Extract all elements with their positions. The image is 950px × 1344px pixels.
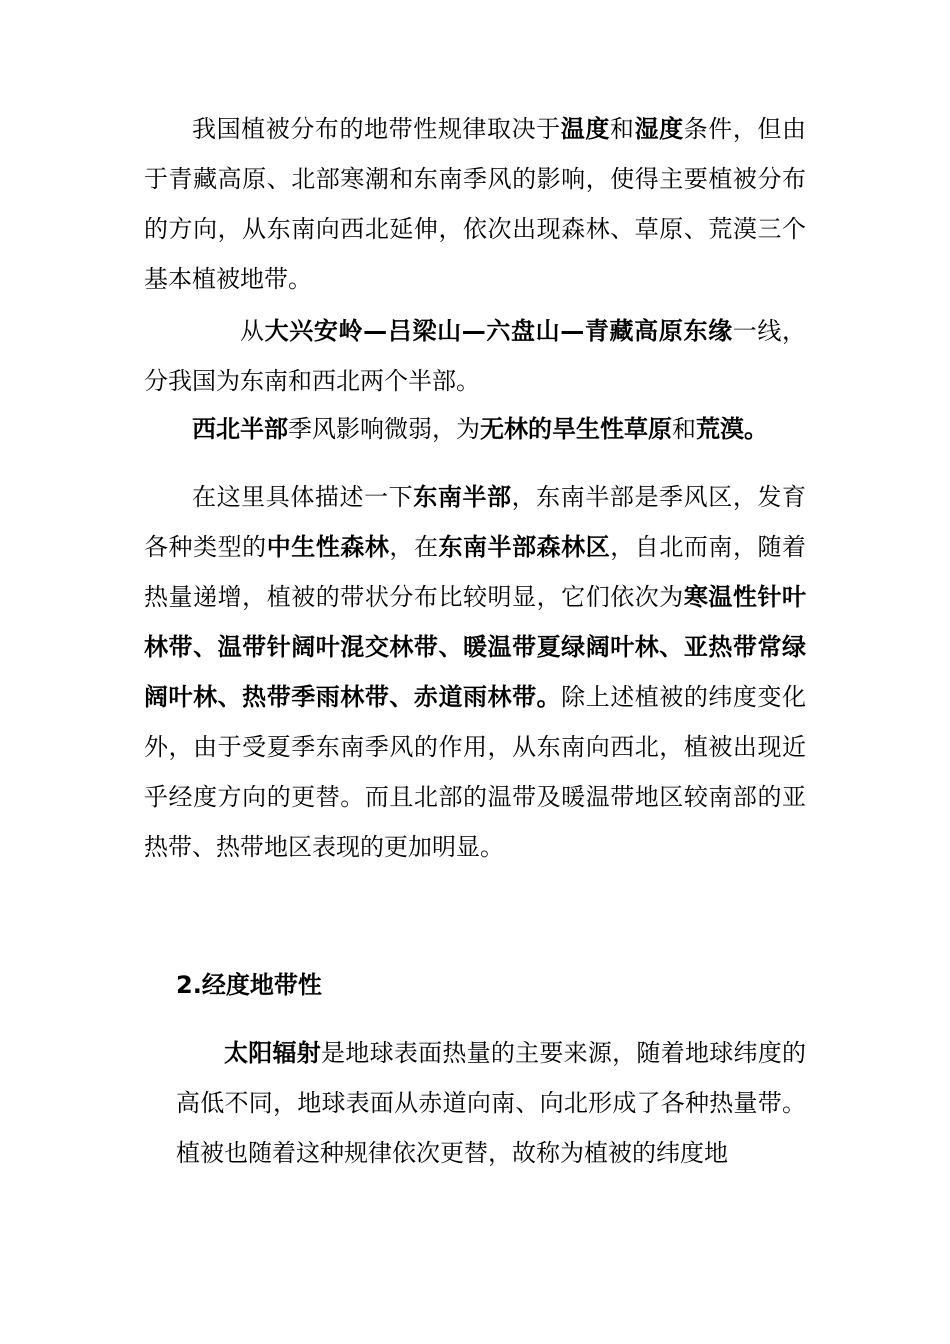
bold-term-solar-radiation: 太阳辐射	[224, 1039, 322, 1067]
paragraph-southeast-half	[144, 472, 806, 872]
text-run: 在这里具体描述一下	[192, 483, 414, 511]
bold-term-mesophytic-forest: 中生性森林	[266, 533, 390, 561]
bold-term-southeast-half: 东南半部	[413, 483, 512, 511]
bold-term-desert: 荒漠。	[696, 415, 768, 443]
bold-term-dividing-line: 大兴安岭—吕梁山—六盘山—青藏高原东缘	[264, 317, 733, 345]
bold-term-forest-belts: 寒温性针叶林带、温带针阔叶混交林带、暖温带夏绿阔叶林、亚热带常绿阔叶林、热带季雨林带、赤道雨林带。	[144, 583, 807, 711]
bold-term-steppe: 无林的旱生性草原	[480, 415, 672, 443]
text-run: ，在	[389, 533, 439, 561]
bold-term-temperature: 温度	[560, 115, 610, 143]
section-heading: 2.经度地带性	[176, 971, 322, 999]
text-run: ，东南半部是季风区，发育各种类型的	[144, 483, 807, 561]
text-run: ，自北而南，随着热量递增，植被的带状分布比较明显，它们依次为	[144, 533, 807, 611]
paragraph-northwest-half	[144, 404, 806, 454]
text-run: 除上述植被的纬度变化外，由于受夏季东南季风的作用，从东南向西北，植被出现近乎经度方向的更替。而且北部的温带及暖温带地区较南部的亚热带、热带地区表现的更加明显。	[144, 683, 807, 861]
text-run: 一线，分我国为东南和西北两个半部。	[144, 317, 807, 395]
text-run: 我国植被分布的地带性规律取决于	[192, 115, 561, 143]
paragraph-solar-radiation	[176, 1028, 806, 1178]
paragraph-dividing-line	[144, 306, 806, 406]
text-run: 和	[672, 415, 696, 443]
text-run: 从	[240, 317, 265, 345]
bold-term-humidity: 湿度	[634, 115, 684, 143]
bold-term-forest-region: 东南半部森林区	[438, 533, 611, 561]
text-run: 季风影响微弱，为	[288, 415, 480, 443]
text-run: 是地球表面热量的主要来源，随着地球纬度的高低不同，地球表面从赤道向南、向北形成了各种热量带。植被也随着这种规律依次更替，故称为植被的纬度地	[176, 1039, 807, 1167]
text-run: 和	[609, 115, 635, 143]
paragraph-zonality-overview	[144, 104, 806, 304]
text-run: 条件，但由于青藏高原、北部寒潮和东南季风的影响，使得主要植被分布的方向，从东南向西北延伸，依次出现森林、草原、荒漠三个基本植被地带。	[144, 115, 807, 293]
bold-term-northwest-half: 西北半部	[192, 415, 288, 443]
